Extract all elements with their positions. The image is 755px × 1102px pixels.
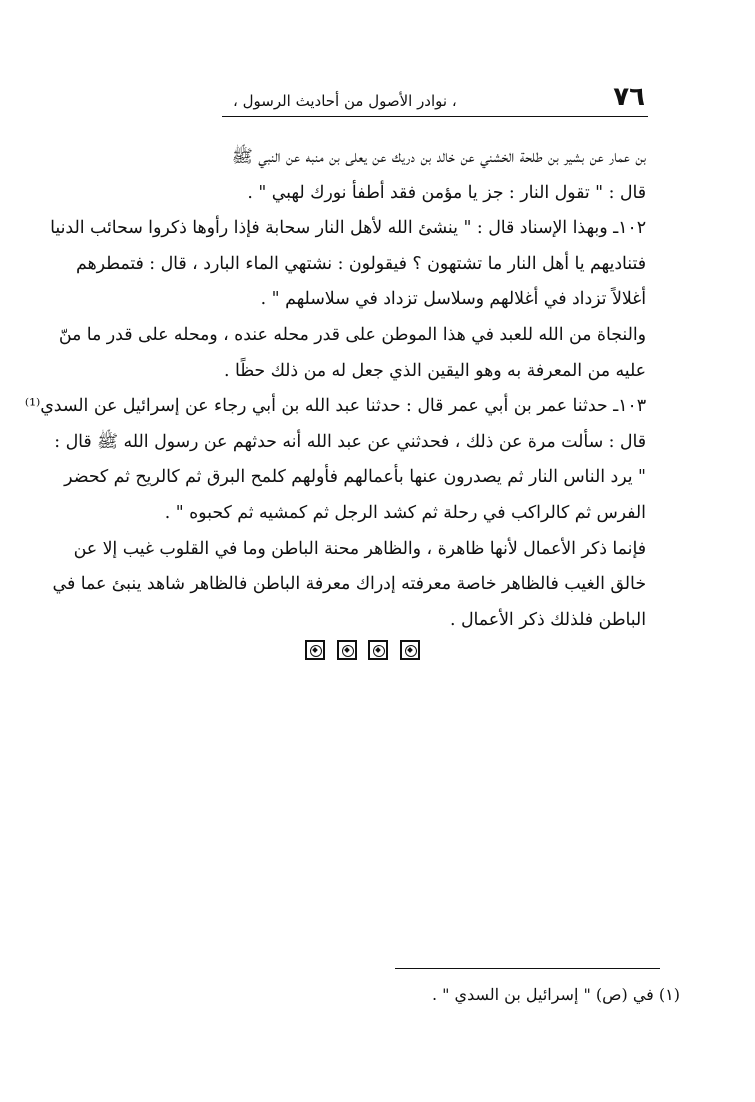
main-text (24, 140, 646, 638)
text-line: والنجاة من الله للعبد في هذا الموطن على قدر محله عنده ، ومحله على قدر ما منّ (58, 324, 646, 345)
text-line: عليه من المعرفة به وهو اليقين الذي جعل له من ذلك حظًا . (223, 360, 646, 381)
header-rule (222, 116, 648, 117)
text-line: ١٠٣ـ حدثنا عمر بن أبي عمر قال : حدثنا عبد الله بن أبي رجاء عن إسرائيل عن السدي⁽¹⁾ (24, 396, 646, 417)
text-line: ١٠٢ـ وبهذا الإسناد قال : " ينشئ الله لأهل النار سحابة فإذا رأوها ذكروا سحائب الدنيا (50, 218, 646, 239)
fleuron-icon (368, 640, 388, 660)
text-line: خالق الغيب فالظاهر خاصة معرفته إدراك معرفة الباطن فالظاهر شاهد ينبئ عما في (52, 574, 646, 595)
fleuron-icon (305, 640, 325, 660)
text-line: فتناديهم يا أهل النار ما تشتهون ؟ فيقولون : نشتهي الماء البارد ، قال : فتمطرهم (76, 253, 646, 274)
text-line: قال : سألت مرة عن ذلك ، فحدثني عن عبد الله أنه حدثهم عن رسول الله ﷺ قال : (54, 431, 646, 452)
text-line: الباطن فلذلك ذكر الأعمال . (449, 609, 646, 630)
text-line: بن عمار عن بشير بن طلحة الخشني عن خالد بن دريك عن يعلى بن منبه عن النبي ﷺ (231, 147, 646, 167)
text-line: قال : " تقول النار : جز يا مؤمن فقد أطفأ نورك لهبي " . (247, 182, 646, 203)
fleuron-icon (400, 640, 420, 660)
footnote-rule (395, 968, 660, 969)
running-header (225, 82, 645, 114)
page-number: ٧٦ (613, 82, 645, 112)
running-title: ، نوادر الأصول من أحاديث الرسول ، (233, 92, 457, 110)
fleuron-icon (337, 640, 357, 660)
text-line: فإنما ذكر الأعمال لأنها ظاهرة ، والظاهر محنة الباطن وما في القلوب غيب إلا عن (73, 538, 646, 559)
text-line: " يرد الناس النار ثم يصدرون عنها بأعمالهم فأولهم كلمح البرق ثم كالريح ثم كحضر (64, 467, 646, 488)
footnote: (١) في (ص) " إسرائيل بن السدي " . (431, 985, 680, 1004)
text-line: الفرس ثم كالراكب في رحلة ثم كشد الرجل ثم كمشيه ثم كحبوه " . (164, 502, 646, 523)
section-ornament (305, 640, 420, 664)
text-line: أغلالاً تزداد في أغلالهم وسلاسل تزداد في سلاسلهم " . (260, 289, 646, 310)
